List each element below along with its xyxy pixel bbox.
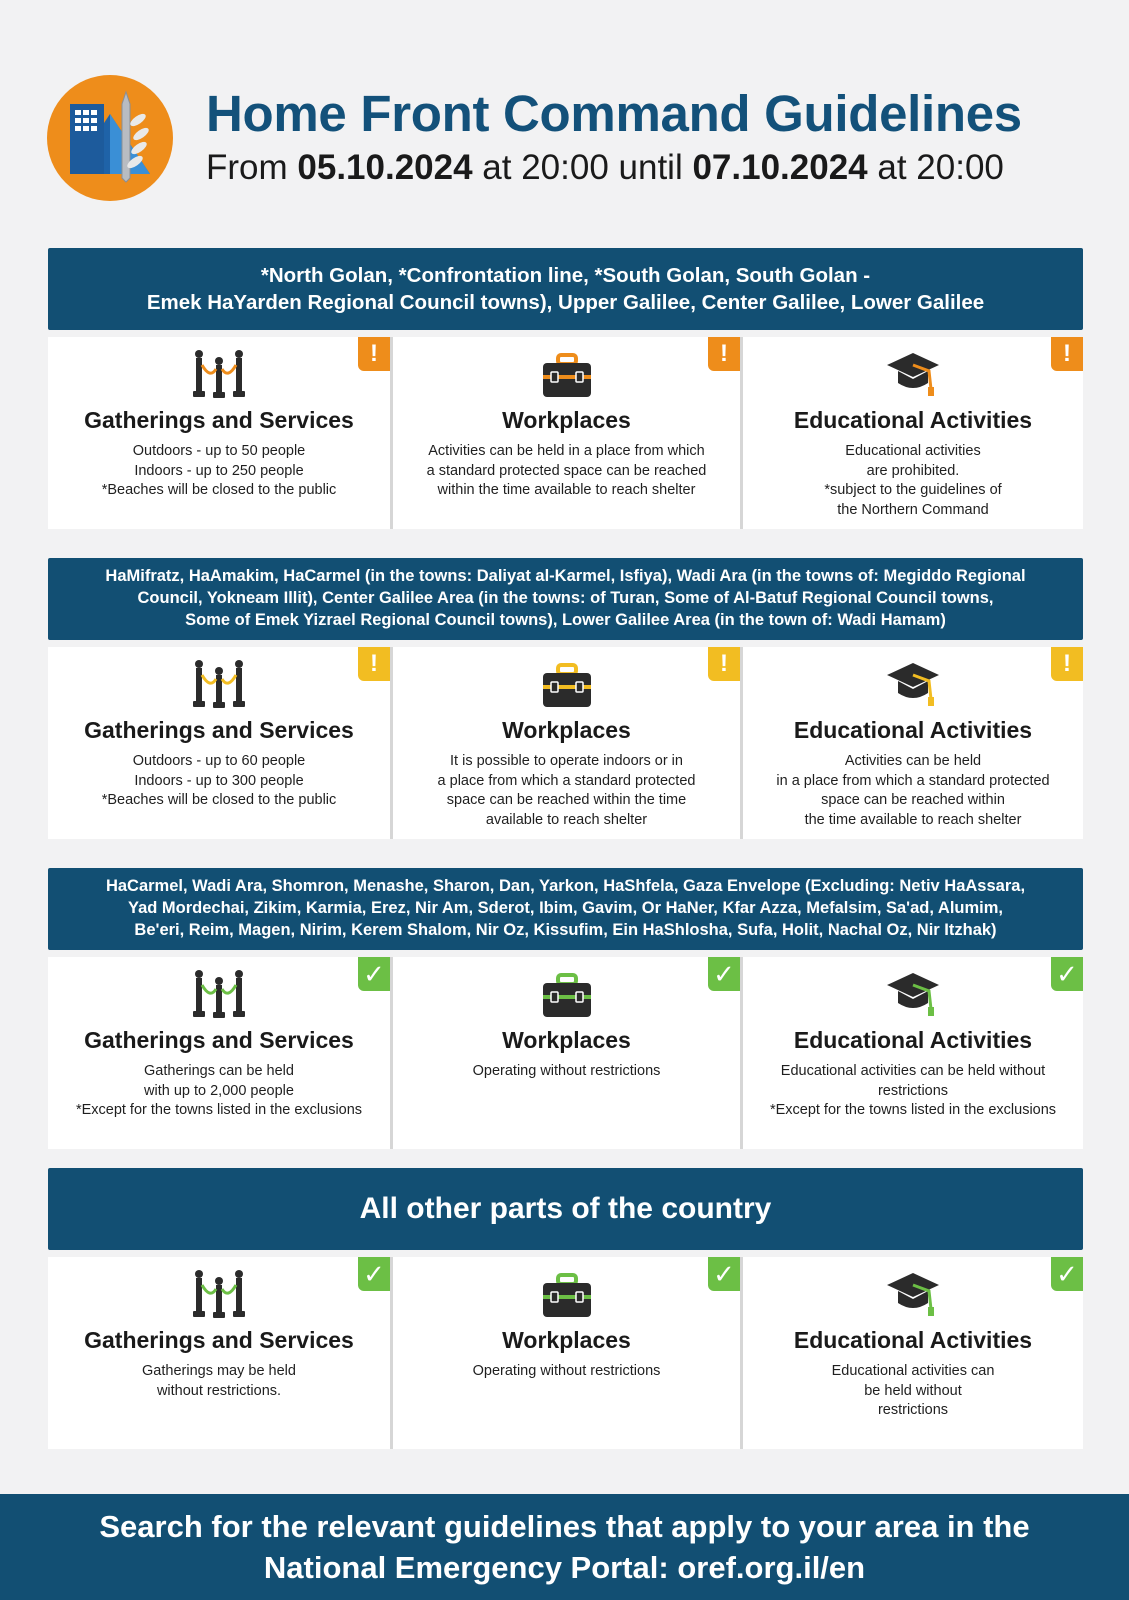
card-title: Workplaces	[502, 717, 631, 743]
guideline-section	[48, 248, 1083, 529]
card-text	[48, 1062, 390, 1121]
card-title: Educational Activities	[793, 407, 1033, 433]
header	[46, 74, 1106, 204]
card-text	[393, 752, 740, 830]
card-text-line: Outdoors - up to 60 people	[132, 753, 306, 769]
card-text-line: space can be reached within	[821, 792, 1005, 808]
guideline-cards	[48, 337, 1083, 529]
start-date: 05.10.2024	[297, 148, 473, 187]
region-banner	[48, 248, 1083, 330]
date-range	[206, 148, 1004, 188]
region-line: *North Golan, *Confrontation line, *South Golan, South Golan -	[260, 263, 871, 287]
card-text-line: Educational activities	[845, 443, 981, 459]
card-text-line: space can be reached within the time	[446, 792, 687, 808]
briefcase-icon	[393, 349, 740, 401]
region-line: Some of Emek Yizrael Regional Council towns), Lower Galilee Area (in the town of: Wadi Hamam)	[185, 610, 946, 629]
educational-activities-card	[740, 337, 1083, 529]
card-text	[743, 752, 1083, 830]
educational-activities-card	[740, 1257, 1083, 1449]
gatherings-and-services-card	[48, 337, 390, 529]
card-title: Gatherings and Services	[84, 717, 354, 743]
region-line: All other parts of the country	[359, 1192, 772, 1226]
card-text	[393, 442, 740, 501]
graduation-cap-icon	[743, 349, 1083, 401]
card-text-line: Gatherings can be held	[144, 1063, 294, 1079]
gatherings-icon	[48, 1269, 390, 1321]
card-text-line: *Beaches will be closed to the public	[101, 792, 337, 808]
card-text-line: *subject to the guidelines of	[824, 482, 1002, 498]
exclamation-icon: !	[708, 647, 740, 681]
card-text-line: Educational activities can be held without	[780, 1063, 1046, 1079]
graduation-cap-icon	[743, 1269, 1083, 1321]
card-text-line: the Northern Command	[837, 501, 989, 518]
checkmark-icon: ✓	[358, 957, 390, 991]
card-text-line: Activities can be held	[844, 753, 982, 769]
checkmark-icon: ✓	[708, 1257, 740, 1291]
card-text-line: Indoors - up to 300 people	[134, 772, 304, 789]
checkmark-icon: ✓	[358, 1257, 390, 1291]
card-title: Educational Activities	[793, 1327, 1033, 1353]
workplaces-card	[390, 647, 740, 839]
graduation-cap-icon	[743, 969, 1083, 1021]
guideline-section	[48, 1168, 1083, 1449]
gatherings-and-services-card	[48, 1257, 390, 1449]
card-text-line: *Beaches will be closed to the public	[101, 482, 337, 498]
region-banner	[48, 1168, 1083, 1250]
from-label: From	[206, 148, 288, 187]
card-text-line: Outdoors - up to 50 people	[132, 443, 306, 459]
card-title: Workplaces	[502, 1327, 631, 1353]
card-text-line: are prohibited.	[866, 462, 960, 479]
footer-banner	[0, 1494, 1129, 1600]
card-text-line: available to reach shelter	[485, 811, 648, 828]
checkmark-icon: ✓	[1051, 1257, 1083, 1291]
region-line: HaCarmel, Wadi Ara, Shomron, Menashe, Sharon, Dan, Yarkon, HaShfela, Gaza Envelope (Excluding: Netiv HaAssara,	[105, 877, 1026, 896]
page-title: Home Front Command Guidelines	[206, 85, 1022, 142]
card-text	[743, 1362, 1083, 1421]
card-text-line: It is possible to operate indoors or in	[450, 753, 683, 769]
region-line: Yad Mordechai, Zikim, Karmia, Erez, Nir Am, Sderot, Ibim, Gavim, Or HaNer, Kfar Azza, Mefalsim, Sa'ad, Alumim,	[127, 899, 1003, 918]
exclamation-icon: !	[1051, 647, 1083, 681]
card-text	[393, 1362, 740, 1382]
briefcase-icon	[393, 659, 740, 711]
guideline-section	[48, 558, 1083, 839]
card-text-line: in a place from which a standard protected	[776, 772, 1050, 789]
card-text	[48, 442, 390, 501]
region-banner	[48, 868, 1083, 950]
region-line: Emek HaYarden Regional Council towns), Upper Galilee, Center Galilee, Lower Galilee	[146, 291, 985, 314]
gatherings-and-services-card	[48, 647, 390, 839]
exclamation-icon: !	[358, 337, 390, 371]
exclamation-icon: !	[1051, 337, 1083, 371]
card-title: Educational Activities	[793, 1027, 1033, 1053]
home-front-command-logo	[46, 74, 174, 202]
gatherings-icon	[48, 659, 390, 711]
graduation-cap-icon	[743, 659, 1083, 711]
guideline-cards	[48, 647, 1083, 839]
card-text-line: *Except for the towns listed in the exclusions	[75, 1102, 363, 1118]
card-text-line: Indoors - up to 250 people	[134, 462, 304, 479]
card-text-line: Operating without restrictions	[472, 1063, 661, 1079]
card-title: Gatherings and Services	[84, 1327, 354, 1353]
start-time: at 20:00 until	[482, 148, 683, 187]
card-title: Gatherings and Services	[84, 407, 354, 433]
footer-line: National Emergency Portal: oref.org.il/en	[263, 1550, 866, 1585]
region-banner	[48, 558, 1083, 640]
card-text	[393, 1062, 740, 1082]
educational-activities-card	[740, 957, 1083, 1149]
card-text-line: restrictions	[877, 1082, 949, 1099]
card-text-line: *Except for the towns listed in the exclusions	[769, 1102, 1057, 1118]
workplaces-card	[390, 337, 740, 529]
card-text-line: restrictions	[877, 1402, 949, 1418]
card-text	[743, 442, 1083, 520]
card-text-line: Activities can be held in a place from which	[428, 443, 705, 459]
briefcase-icon	[393, 969, 740, 1021]
card-text	[48, 752, 390, 811]
card-text	[743, 1062, 1083, 1121]
region-line: Be'eri, Reim, Magen, Nirim, Kerem Shalom, Nir Oz, Kissufim, Ein HaShlosha, Sufa, Holit, Nachal Oz, Nir Itzhak)	[134, 920, 997, 939]
card-text-line: the time available to reach shelter	[804, 811, 1022, 828]
card-text-line: within the time available to reach shelter	[437, 482, 696, 498]
card-title: Gatherings and Services	[84, 1027, 354, 1053]
card-title: Educational Activities	[793, 717, 1033, 743]
card-text-line: a place from which a standard protected	[437, 772, 696, 789]
guideline-cards	[48, 1257, 1083, 1449]
exclamation-icon: !	[708, 337, 740, 371]
guideline-cards	[48, 957, 1083, 1149]
card-text-line: a standard protected space can be reached	[426, 462, 707, 479]
card-text	[48, 1362, 390, 1401]
gatherings-icon	[48, 969, 390, 1021]
gatherings-icon	[48, 349, 390, 401]
checkmark-icon: ✓	[708, 957, 740, 991]
end-time: at 20:00	[877, 148, 1004, 187]
card-text-line: without restrictions.	[156, 1382, 282, 1399]
briefcase-icon	[393, 1269, 740, 1321]
card-text-line: Educational activities can	[831, 1363, 995, 1379]
checkmark-icon: ✓	[1051, 957, 1083, 991]
footer-line: Search for the relevant guidelines that apply to your area in the	[99, 1509, 1030, 1544]
exclamation-icon: !	[358, 647, 390, 681]
guideline-section	[48, 868, 1083, 1149]
workplaces-card	[390, 1257, 740, 1449]
end-date: 07.10.2024	[692, 148, 868, 187]
card-text-line: Gatherings may be held	[142, 1363, 296, 1379]
gatherings-and-services-card	[48, 957, 390, 1149]
card-text-line: Operating without restrictions	[472, 1363, 661, 1379]
card-text-line: be held without	[864, 1382, 962, 1399]
workplaces-card	[390, 957, 740, 1149]
educational-activities-card	[740, 647, 1083, 839]
card-title: Workplaces	[502, 407, 631, 433]
region-line: Council, Yokneam Illit), Center Galilee Area (in the towns: of Turan, Some of Al-Batuf Regional Council towns,	[137, 589, 994, 608]
card-text-line: with up to 2,000 people	[144, 1082, 294, 1099]
region-line: HaMifratz, HaAmakim, HaCarmel (in the towns: Daliyat al-Karmel, Isfiya), Wadi Ara (in the towns of: Megiddo Regional	[105, 567, 1026, 586]
card-title: Workplaces	[502, 1027, 631, 1053]
